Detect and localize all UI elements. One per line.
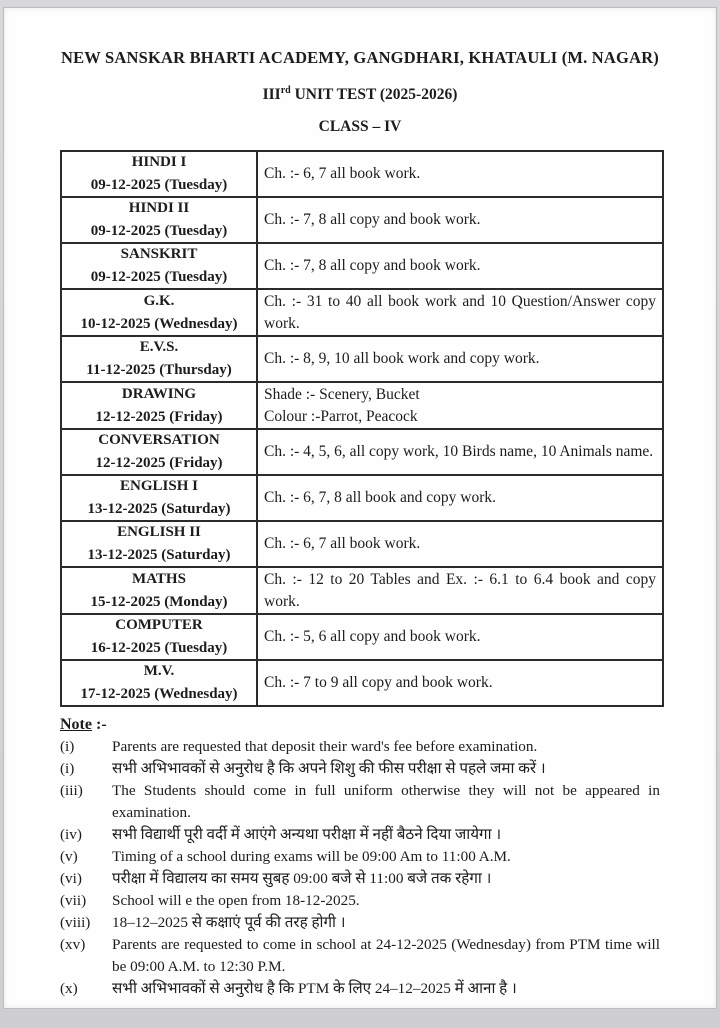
note-text: Parents are requested that deposit their ward's fee before examination. <box>112 738 538 756</box>
exam-date: 09-12-2025 (Tuesday) <box>90 177 228 194</box>
note-text: सभी अभिभावकों से अनुरोध है कि अपने शिशु की फीस परीक्षा से पहले जमा करें । <box>112 760 546 778</box>
syllabus-line: Colour :-Parrot, Peacock <box>264 407 418 425</box>
syllabus-cell <box>257 567 663 614</box>
subject-name: ENGLISH I <box>120 478 198 495</box>
note-label: (i) <box>60 738 75 756</box>
subject-name: HINDI I <box>131 154 187 171</box>
document-page <box>3 7 717 1009</box>
note-label: (iv) <box>60 826 82 844</box>
syllabus-line: Ch. :- 12 to 20 Tables and Ex. :- 6.1 to 6.4 book and copy work. <box>264 571 656 610</box>
notes-list <box>60 736 660 1000</box>
subject-cell <box>61 567 257 614</box>
note-label: (viii) <box>60 914 91 932</box>
note-item <box>60 824 660 846</box>
table-row <box>61 151 663 197</box>
note-label: (i) <box>60 760 75 778</box>
exam-date: 17-12-2025 (Wednesday) <box>80 686 238 703</box>
syllabus-cell <box>257 382 663 429</box>
subject-cell <box>61 336 257 382</box>
subject-cell <box>61 521 257 567</box>
note-item <box>60 780 660 824</box>
syllabus-line: Ch. :- 8, 9, 10 all book work and copy work. <box>264 350 540 368</box>
subject-cell <box>61 429 257 475</box>
table-row <box>61 336 663 382</box>
subject-name: ENGLISH II <box>117 524 201 541</box>
note-item <box>60 846 660 868</box>
note-item <box>60 934 660 978</box>
note-label: (iii) <box>60 782 83 800</box>
table-row <box>61 567 663 614</box>
note-text: सभी विद्यार्थी पूरी वर्दी में आएंगे अन्यथा परीक्षा में नहीं बैठने दिया जायेगा । <box>112 826 502 844</box>
syllabus-line: Shade :- Scenery, Bucket <box>264 386 420 404</box>
note-text: सभी अभिभावकों से अनुरोध है कि PTM के लिए 24–12–2025 में आना है । <box>112 980 517 998</box>
subject-name: CONVERSATION <box>98 432 220 449</box>
notes-section <box>60 714 660 1000</box>
note-item <box>60 736 660 758</box>
note-text: 18–12–2025 से कक्षाएं पूर्व की तरह होगी । <box>112 914 346 932</box>
subject-cell <box>61 243 257 289</box>
table-row <box>61 614 663 660</box>
note-item <box>60 890 660 912</box>
note-item <box>60 978 660 1000</box>
table-row <box>61 243 663 289</box>
exam-date: 15-12-2025 (Monday) <box>90 593 228 610</box>
note-label: (xv) <box>60 936 86 954</box>
subject-name: DRAWING <box>121 385 197 402</box>
subject-name: COMPUTER <box>115 617 203 634</box>
subject-cell <box>61 289 257 336</box>
syllabus-cell <box>257 289 663 336</box>
test-title-ordinal: rd <box>280 85 291 96</box>
note-text: परीक्षा में विद्यालय का समय सुबह 09:00 बजे से 11:00 बजे तक रहेगा । <box>112 870 492 888</box>
test-title-prefix: III <box>262 86 281 104</box>
syllabus-cell <box>257 521 663 567</box>
subject-cell <box>61 151 257 197</box>
notes-heading <box>60 714 660 736</box>
syllabus-line: Ch. :- 7, 8 all copy and book work. <box>264 257 481 275</box>
school-name: NEW SANSKAR BHARTI ACADEMY, GANGDHARI, KHATAULI (M. NAGAR) <box>60 48 660 67</box>
notes-heading-word: Note <box>60 716 92 734</box>
table-row <box>61 521 663 567</box>
subject-name: E.V.S. <box>139 339 179 356</box>
note-label: (vii) <box>60 892 87 910</box>
syllabus-line: Ch. :- 7, 8 all copy and book work. <box>264 211 481 229</box>
exam-date: 10-12-2025 (Wednesday) <box>80 315 238 332</box>
syllabus-cell <box>257 429 663 475</box>
table-row <box>61 475 663 521</box>
table-row <box>61 429 663 475</box>
syllabus-line: Ch. :- 6, 7, 8 all book and copy work. <box>264 489 497 507</box>
syllabus-line: Ch. :- 6, 7 all book work. <box>264 165 421 183</box>
note-item <box>60 868 660 890</box>
test-title-rest: UNIT TEST (2025-2026) <box>290 86 458 104</box>
syllabus-cell <box>257 336 663 382</box>
exam-date: 09-12-2025 (Tuesday) <box>90 269 228 286</box>
subject-name: M.V. <box>143 663 175 680</box>
exam-date: 16-12-2025 (Tuesday) <box>90 640 228 657</box>
exam-date: 09-12-2025 (Tuesday) <box>90 223 228 240</box>
syllabus-cell <box>257 614 663 660</box>
subject-name: MATHS <box>132 570 186 587</box>
note-label: (v) <box>60 848 78 866</box>
subject-name: HINDI II <box>128 200 190 217</box>
table-row <box>61 382 663 429</box>
exam-schedule-table <box>60 150 664 707</box>
class-line: CLASS – IV <box>318 118 402 136</box>
test-title <box>60 81 660 104</box>
syllabus-cell <box>257 197 663 243</box>
syllabus-line: Ch. :- 4, 5, 6, all copy work, 10 Birds name, 10 Animals name. <box>264 443 654 461</box>
subject-name: G.K. <box>143 292 175 309</box>
syllabus-line: Ch. :- 31 to 40 all book work and 10 Question/Answer copy work. <box>264 293 656 332</box>
syllabus-cell <box>257 243 663 289</box>
subject-cell <box>61 660 257 706</box>
subject-cell <box>61 614 257 660</box>
syllabus-line: Ch. :- 5, 6 all copy and book work. <box>264 628 481 646</box>
note-text: Timing of a school during exams will be 09:00 Am to 11:00 A.M. <box>112 848 511 866</box>
note-item <box>60 912 660 934</box>
syllabus-cell <box>257 151 663 197</box>
subject-name: SANSKRIT <box>120 246 198 263</box>
table-row <box>61 660 663 706</box>
syllabus-line: Ch. :- 7 to 9 all copy and book work. <box>264 674 493 692</box>
subject-cell <box>61 197 257 243</box>
note-label: (vi) <box>60 870 82 888</box>
exam-date: 13-12-2025 (Saturday) <box>87 547 231 564</box>
exam-date: 12-12-2025 (Friday) <box>95 455 223 472</box>
syllabus-line: Ch. :- 6, 7 all book work. <box>264 535 421 553</box>
exam-date: 12-12-2025 (Friday) <box>95 408 223 425</box>
subject-cell <box>61 382 257 429</box>
notes-heading-suffix: :- <box>91 716 107 734</box>
note-text: Parents are requested to come in school at 24-12-2025 (Wednesday) from PTM time will be 09:00 A.M. to 12:30 P.M. <box>112 936 660 976</box>
note-label: (x) <box>60 980 78 998</box>
exam-date: 13-12-2025 (Saturday) <box>87 501 231 518</box>
table-row <box>61 197 663 243</box>
syllabus-cell <box>257 475 663 521</box>
table-row <box>61 289 663 336</box>
note-text: The Students should come in full uniform otherwise they will not be appeared in examination. <box>112 782 660 822</box>
exam-date: 11-12-2025 (Thursday) <box>86 362 232 379</box>
note-item <box>60 758 660 780</box>
exam-schedule-body <box>61 151 663 706</box>
note-text: School will e the open from 18-12-2025. <box>112 892 360 910</box>
syllabus-cell <box>257 660 663 706</box>
subject-cell <box>61 475 257 521</box>
